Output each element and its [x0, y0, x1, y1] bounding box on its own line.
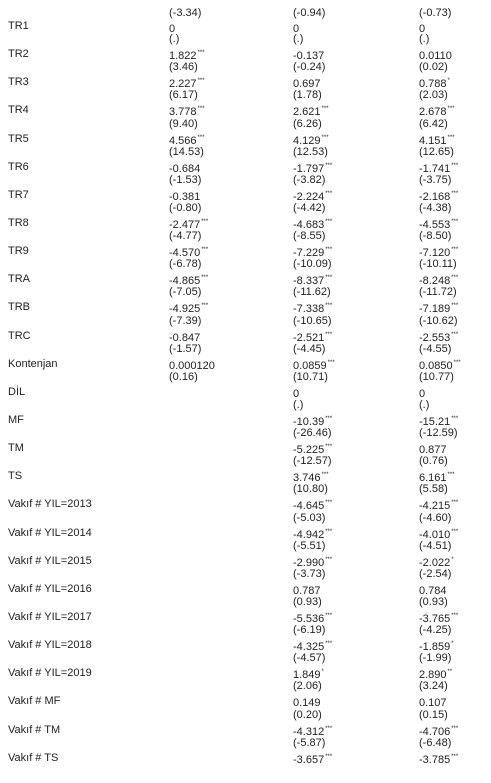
coefficient-number: -5.536 — [293, 612, 325, 625]
row-label: TRB — [8, 301, 30, 314]
table-row — [0, 253, 491, 288]
std-error-value: (-4.38) — [419, 201, 452, 214]
significance-stars: *** — [453, 359, 461, 366]
std-error-value: (-4.60) — [419, 511, 452, 524]
std-error-value: (-5.51) — [293, 539, 326, 552]
coefficient-number: 0.0110 — [419, 50, 452, 63]
std-error-value: (-4.25) — [419, 624, 452, 637]
significance-stars: *** — [451, 275, 459, 282]
row-label: Vakıf # YIL=2019 — [8, 667, 92, 680]
coefficient-number: -1.741 — [419, 162, 451, 175]
std-error-value: (12.53) — [293, 145, 328, 158]
std-error-value: (-3.75) — [419, 173, 452, 186]
table-row — [0, 450, 491, 485]
significance-stars: *** — [451, 753, 459, 760]
std-error-value: (0.16) — [169, 370, 198, 383]
std-error-value: (-4.45) — [293, 342, 326, 355]
significance-stars: *** — [325, 556, 333, 563]
row-label: Vakıf # TS — [8, 751, 59, 764]
coefficient-number: -1.859 — [419, 641, 451, 654]
coefficient-number: 0 — [419, 387, 426, 400]
significance-stars: *** — [321, 134, 329, 141]
std-error-value: (-0.24) — [293, 61, 326, 74]
table-row — [0, 394, 491, 428]
significance-stars: *** — [451, 725, 459, 732]
coefficient-number: 0 — [419, 23, 426, 35]
std-error-value: (-11.72) — [419, 286, 457, 299]
std-error-value: (-3.82) — [293, 173, 326, 186]
coefficient-number: 0.0859 — [293, 359, 327, 372]
std-error-value: (-12.57) — [293, 455, 332, 468]
std-error-value: (2.06) — [293, 680, 322, 693]
significance-stars: *** — [451, 331, 459, 338]
coefficient-number: -4.010 — [419, 528, 451, 541]
table-row — [0, 28, 491, 63]
std-error-value: (-11.62) — [293, 286, 331, 299]
coefficient-number: 0 — [293, 387, 300, 400]
significance-stars: *** — [447, 106, 455, 113]
coefficient-number: -10.39 — [293, 415, 325, 428]
std-error-value: (-1.99) — [419, 652, 452, 665]
table-row — [0, 535, 491, 569]
std-error-value: (-0.73) — [419, 7, 452, 19]
significance-stars: *** — [325, 218, 333, 225]
coefficient-number: 0 — [293, 23, 300, 35]
significance-stars: *** — [325, 612, 333, 619]
coefficient-number: -4.215 — [419, 500, 451, 513]
row-label: TR5 — [8, 132, 29, 145]
significance-stars: *** — [325, 753, 333, 760]
coefficient-number: -4.865 — [169, 275, 201, 288]
std-error-value: (.) — [169, 33, 180, 46]
table-row — [0, 732, 491, 766]
coefficient-number: -4.645 — [293, 500, 325, 513]
std-error-value: (0.02) — [419, 61, 448, 74]
coefficient-number: 0.107 — [419, 697, 447, 710]
coefficient-number: -3.657 — [293, 753, 325, 766]
row-label: TR7 — [8, 188, 29, 201]
coefficient-number: -2.168 — [419, 190, 451, 203]
std-error-value: (-12.59) — [419, 427, 458, 440]
significance-stars: *** — [325, 528, 333, 535]
coefficient-number: 0.149 — [293, 697, 321, 710]
significance-stars: *** — [447, 134, 455, 141]
significance-stars: *** — [451, 612, 459, 619]
table-row — [0, 141, 491, 175]
coefficient-number: 0.784 — [419, 584, 447, 597]
coefficient-number: -2.553 — [419, 331, 451, 344]
row-label: Vakıf # YIL=2015 — [8, 554, 92, 567]
row-label: Vakıf # MF — [8, 695, 61, 708]
significance-stars: *** — [321, 106, 329, 113]
coefficient-number: 0.0850 — [419, 359, 453, 372]
coefficient-number: 0.877 — [419, 444, 447, 457]
row-label: TR6 — [8, 160, 29, 173]
coefficient-number: 0 — [169, 23, 176, 35]
coefficient-number: 2.890 — [419, 669, 447, 682]
significance-stars: *** — [197, 106, 205, 113]
significance-stars: *** — [325, 303, 333, 310]
coefficient-number: -7.229 — [293, 247, 325, 260]
coefficient-number: -4.312 — [293, 725, 325, 738]
table-row — [0, 619, 491, 654]
std-error-value: (.) — [293, 398, 304, 411]
significance-stars: *** — [451, 415, 459, 422]
significance-stars: *** — [325, 444, 333, 451]
std-error-value: (-10.62) — [419, 314, 458, 327]
std-error-value: (-8.50) — [419, 230, 452, 243]
coefficient-number: -8.248 — [419, 275, 451, 288]
table-row — [0, 169, 491, 203]
table-row — [0, 366, 491, 400]
std-error-value: (6.26) — [293, 117, 322, 130]
row-label: TR2 — [8, 48, 29, 61]
row-label: Vakıf # YIL=2014 — [8, 526, 92, 539]
coefficient-number: -4.925 — [169, 303, 201, 316]
coefficient-number: 0.697 — [293, 78, 321, 91]
row-label: TRC — [8, 329, 31, 342]
significance-stars: *** — [325, 415, 333, 422]
significance-stars: *** — [451, 247, 459, 254]
significance-stars: * — [451, 641, 454, 648]
std-error-value: (3.24) — [419, 680, 448, 693]
table-row — [0, 0, 491, 35]
std-error-value: (-6.19) — [293, 624, 326, 637]
significance-stars: *** — [325, 190, 333, 197]
significance-stars: *** — [451, 218, 459, 225]
std-error-value: (-4.51) — [419, 539, 452, 552]
coefficient-number: 4.151 — [419, 134, 447, 147]
coefficient-number: -3.785 — [419, 753, 451, 766]
coefficient-number: -3.765 — [419, 612, 451, 625]
coefficient-number: 3.746 — [293, 472, 321, 485]
table-row — [0, 675, 491, 710]
row-label: TM — [8, 442, 24, 455]
std-error-value: (0.76) — [419, 455, 448, 468]
std-error-value: (-10.09) — [293, 258, 332, 271]
significance-stars: *** — [325, 247, 333, 254]
significance-stars: *** — [451, 162, 459, 169]
significance-stars: * — [321, 669, 324, 676]
row-label: TR1 — [8, 20, 29, 32]
coefficient-number: 2.227 — [169, 78, 197, 91]
table-row — [0, 197, 491, 231]
std-error-value: (-6.48) — [419, 736, 452, 749]
significance-stars: *** — [197, 134, 205, 141]
row-label: Kontenjan — [8, 357, 58, 370]
significance-stars: *** — [201, 247, 209, 254]
significance-stars: * — [451, 556, 454, 563]
coefficient-number: -4.706 — [419, 725, 451, 738]
significance-stars: *** — [325, 500, 333, 507]
coefficient-number: -1.797 — [293, 162, 325, 175]
std-error-value: (-3.73) — [293, 567, 326, 580]
significance-stars: *** — [451, 528, 459, 535]
std-error-value: (-2.54) — [419, 567, 452, 580]
significance-stars: *** — [325, 275, 333, 282]
std-error-value: (.) — [419, 398, 430, 411]
std-error-value: (-1.57) — [169, 342, 202, 355]
std-error-value: (-7.39) — [169, 314, 202, 327]
row-label: Vakıf # TM — [8, 723, 61, 736]
coefficient-value — [419, 751, 458, 766]
row-label: Vakıf # YIL=2017 — [8, 610, 92, 623]
table-row — [0, 647, 491, 682]
coefficient-value — [169, 751, 170, 766]
std-error-value: (-10.11) — [419, 258, 457, 271]
coefficient-number: -15.21 — [419, 415, 451, 428]
std-error-value: (0.93) — [419, 595, 448, 608]
row-label: Vakıf # YIL=2013 — [8, 498, 92, 511]
significance-stars: ** — [447, 669, 453, 676]
std-error-value: (10.77) — [419, 370, 454, 383]
significance-stars: *** — [201, 275, 209, 282]
coefficient-number: -4.325 — [293, 641, 325, 654]
coefficient-number: -2.224 — [293, 190, 325, 203]
coefficient-number: -4.570 — [169, 247, 201, 260]
std-error-value: (-4.42) — [293, 201, 326, 214]
coefficient-number: 0.000120 — [169, 359, 215, 372]
std-error-value: (10.80) — [293, 483, 328, 496]
significance-stars: *** — [325, 641, 333, 648]
significance-stars: *** — [451, 500, 459, 507]
row-label: TR9 — [8, 245, 29, 258]
std-error-value: (5.58) — [419, 483, 448, 496]
row-label: TR8 — [8, 216, 29, 229]
std-error-value: (.) — [419, 33, 430, 46]
significance-stars: *** — [201, 303, 209, 310]
coefficient-number: -5.225 — [293, 444, 325, 457]
table-row — [0, 422, 491, 457]
coefficient-number: 0.788 — [419, 78, 447, 91]
std-error-value: (-0.94) — [293, 7, 326, 19]
coefficient-number: 4.129 — [293, 134, 321, 147]
coefficient-number: -4.683 — [293, 218, 325, 231]
row-label: MF — [8, 413, 24, 426]
coefficient-number: -0.381 — [169, 190, 201, 203]
table-row — [0, 478, 491, 513]
table-row — [0, 281, 491, 316]
std-error-value: (2.03) — [419, 89, 448, 102]
significance-stars: *** — [325, 725, 333, 732]
significance-stars: *** — [197, 78, 205, 85]
table-row — [0, 310, 491, 344]
coefficient-number: 4.566 — [169, 134, 197, 147]
std-error-value: (-1.53) — [169, 173, 202, 186]
std-error-value: (6.17) — [169, 89, 198, 102]
std-error-value: (6.42) — [419, 117, 448, 130]
std-error-value: (-5.03) — [293, 511, 326, 524]
significance-stars: *** — [451, 190, 459, 197]
row-label: TR3 — [8, 76, 29, 89]
significance-stars: *** — [447, 472, 455, 479]
coefficient-number: -0.847 — [169, 331, 201, 344]
std-error-value: (-4.55) — [419, 342, 452, 355]
coefficient-number: -4.942 — [293, 528, 325, 541]
coefficient-number: 0.787 — [293, 584, 321, 597]
coefficient-number: 1.822 — [169, 50, 197, 63]
table-row — [0, 225, 491, 260]
std-error-value: (-5.87) — [293, 736, 326, 749]
coefficient-number: -2.022 — [419, 556, 451, 569]
table-row — [0, 507, 491, 541]
std-error-value: (3.46) — [169, 61, 198, 74]
std-error-value: (-4.77) — [169, 230, 202, 243]
coefficient-number: 3.778 — [169, 106, 197, 119]
significance-stars: *** — [325, 331, 333, 338]
coefficient-number: 6.161 — [419, 472, 447, 485]
row-label: Vakıf # YIL=2016 — [8, 582, 92, 595]
coefficient-number: -0.684 — [169, 162, 201, 175]
std-error-value: (-3.34) — [169, 7, 202, 19]
std-error-value: (-10.65) — [293, 314, 332, 327]
table-row — [0, 563, 491, 597]
row-label: Vakıf # YIL=2018 — [8, 639, 92, 652]
std-error-value: (14.53) — [169, 145, 204, 158]
std-error-value: (-6.78) — [169, 258, 202, 271]
coefficient-number: -2.477 — [169, 218, 201, 231]
coefficient-number: -7.120 — [419, 247, 451, 260]
table-row — [0, 113, 491, 147]
coefficient-number: 2.621 — [293, 106, 321, 119]
table-row — [0, 84, 491, 119]
table-row — [0, 56, 491, 91]
coefficient-number: -7.338 — [293, 303, 325, 316]
std-error-value: (0.15) — [419, 708, 448, 721]
std-error-value: (9.40) — [169, 117, 198, 130]
coefficient-number: -2.521 — [293, 331, 325, 344]
significance-stars: *** — [451, 303, 459, 310]
coefficient-value — [293, 751, 332, 766]
table-row — [0, 591, 491, 625]
std-error-value: (0.93) — [293, 595, 322, 608]
coefficient-number: -8.337 — [293, 275, 325, 288]
std-error-value: (.) — [293, 33, 304, 46]
row-label: TS — [8, 470, 23, 483]
row-label: DİL — [8, 385, 26, 398]
std-error-value: (1.78) — [293, 89, 322, 102]
coefficient-number: -2.990 — [293, 556, 325, 569]
significance-stars: *** — [197, 50, 205, 57]
significance-stars: *** — [201, 218, 209, 225]
std-error-value: (-8.55) — [293, 230, 326, 243]
std-error-value: (0.20) — [293, 708, 322, 721]
table-row — [0, 704, 491, 738]
coefficient-number: -7.189 — [419, 303, 451, 316]
coefficient-number: 2.678 — [419, 106, 447, 119]
row-label: TR4 — [8, 104, 29, 117]
significance-stars: * — [447, 78, 450, 85]
row-label: TRA — [8, 273, 30, 286]
table-row — [0, 338, 491, 372]
std-error-value: (-7.05) — [169, 286, 202, 299]
std-error-value: (10.71) — [293, 370, 328, 383]
significance-stars: *** — [321, 472, 329, 479]
significance-stars: *** — [325, 162, 333, 169]
coefficient-number: -4.553 — [419, 218, 451, 231]
std-error-value: (12.65) — [419, 145, 454, 158]
std-error-value: (-26.46) — [293, 427, 332, 440]
std-error-value: (-0.80) — [169, 201, 202, 214]
std-error-value: (-4.57) — [293, 652, 326, 665]
significance-stars: *** — [327, 359, 335, 366]
coefficient-number: 1.849 — [293, 669, 321, 682]
coefficient-number: -0.137 — [293, 50, 325, 63]
